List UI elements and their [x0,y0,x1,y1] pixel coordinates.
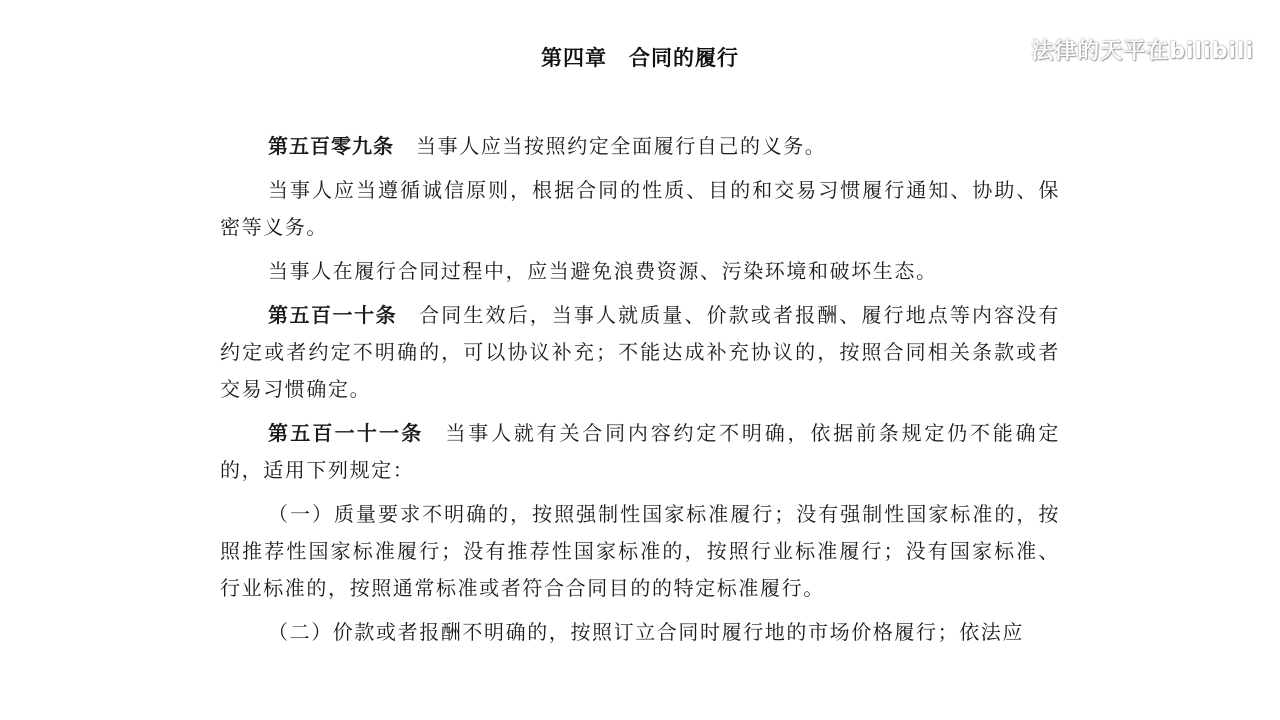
paragraph-art511-item1 [220,496,1060,607]
paragraph-art511-item2 [220,614,1060,651]
paragraph-text: 当事人就有关合同内容约定不明确，依据前条规定仍不能确定的，适用下列规定： [220,421,1061,482]
paragraph-text: （一）质量要求不明确的，按照强制性国家标准履行；没有强制性国家标准的，按照推荐性国家标准履行；没有推荐性国家标准的，按照行业标准履行；没有国家标准、行业标准的，按照通常标准或者符合合同目的的特定标准履行。 [220,502,1060,600]
paragraph-art509-2 [220,172,1060,246]
paragraph-text: （二）价款或者报酬不明确的，按照订立合同时履行地的市场价格履行；依法应 [268,620,1024,644]
article-number: 第五百一十一条 [268,421,424,445]
paragraph-art509-3 [220,253,1060,290]
article-number: 第五百零九条 [268,134,394,158]
paragraph-text: 合同生效后，当事人就质量、价款或者报酬、履行地点等内容没有约定或者约定不明确的，可以协议补充；不能达成补充协议的，按照合同相关条款或者交易习惯确定。 [220,303,1060,401]
paragraph-art509 [220,128,1060,165]
paragraph-text: 当事人在履行合同过程中，应当避免浪费资源、污染环境和破坏生态。 [268,259,938,283]
article-number: 第五百一十条 [268,303,398,327]
paragraph-art511 [220,415,1060,489]
paragraph-art510 [220,297,1060,408]
chapter-title: 第四章 合同的履行 [541,46,739,70]
paragraph-text: 当事人应当遵循诚信原则，根据合同的性质、目的和交易习惯履行通知、协助、保密等义务。 [220,178,1060,239]
paragraph-text: 当事人应当按照约定全面履行自己的义务。 [416,134,827,158]
watermark-logo: 法律的天平在bilibili [1031,39,1254,64]
document-body [220,128,1060,658]
